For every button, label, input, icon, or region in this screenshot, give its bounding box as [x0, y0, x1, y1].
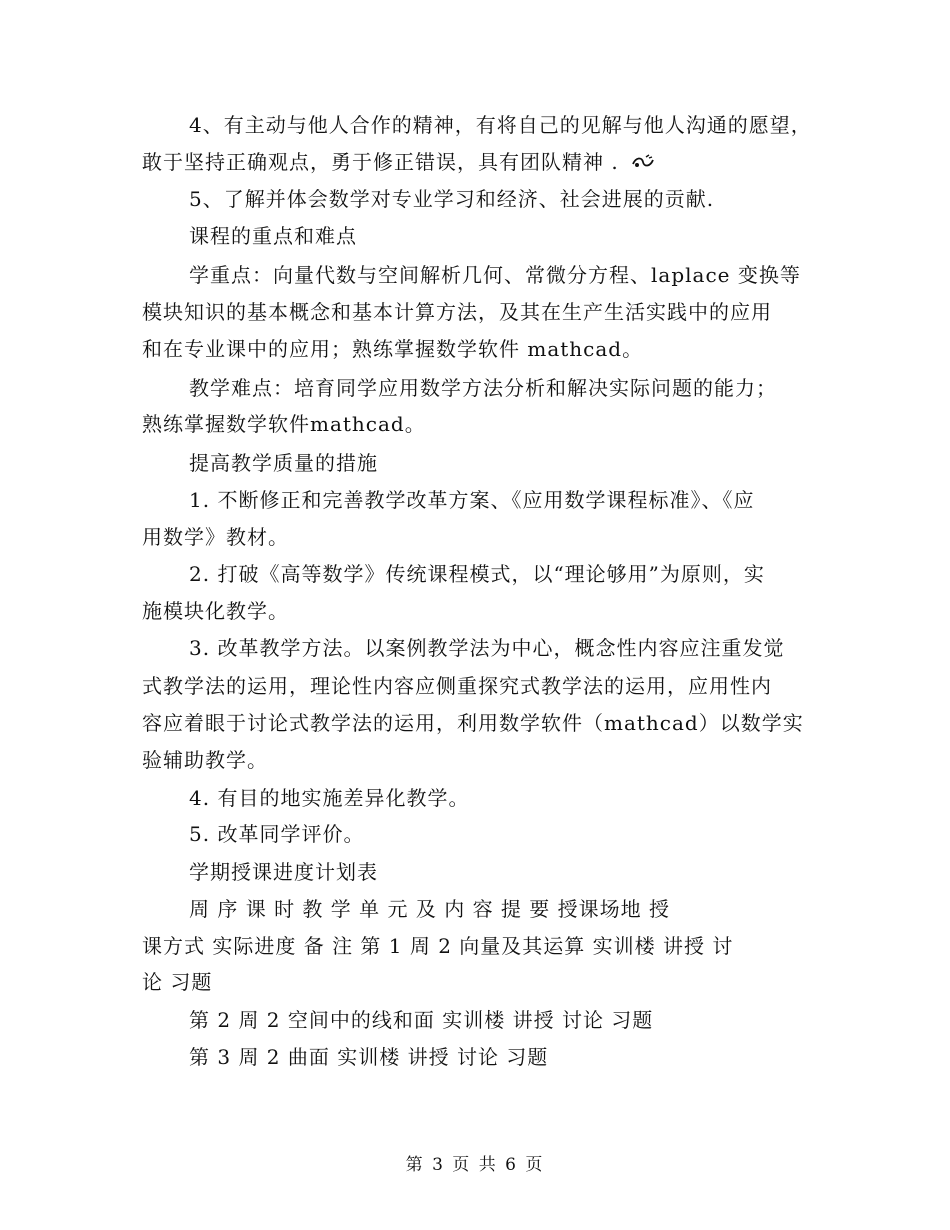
text-line: 3. 改革教学方法。以案例教学法为中心，概念性内容应注重发觉 — [189, 636, 785, 660]
table-line: 第 3 周 2 曲面 实训楼 讲授 讨论 习题 — [189, 1045, 549, 1069]
section-heading: 课程的重点和难点 — [189, 224, 357, 248]
text-line-content: 敢于坚持正确观点，勇于修正错误，具有团队精神 . — [142, 150, 619, 174]
table-line: 课方式 实际进度 备 注 第 1 周 2 向量及其运算 实训楼 讲授 讨 — [142, 934, 734, 958]
table-line: 第 2 周 2 空间中的线和面 实训楼 讲授 讨论 习题 — [189, 1008, 654, 1032]
page-number-footer: 第 3 页 共 6 页 — [405, 1155, 545, 1175]
text-line — [142, 148, 656, 178]
section-heading: 提高教学质量的措施 — [189, 451, 378, 475]
decorative-ornament-icon — [630, 150, 656, 178]
table-header-line: 周 序 课 时 教 学 单 元 及 内 容 提 要 授课场地 授 — [189, 897, 671, 921]
text-line: 施模块化教学。 — [142, 599, 289, 623]
text-line: 学重点：向量代数与空间解析几何、常微分方程、laplace 变换等 — [189, 263, 801, 287]
text-line: 教学难点：培育同学应用数学方法分析和解决实际问题的能力； — [189, 376, 777, 400]
section-heading: 学期授课进度计划表 — [189, 860, 378, 884]
text-line: 2. 打破《高等数学》传统课程模式，以“理论够用”为原则，实 — [189, 562, 765, 586]
text-line: 用数学》教材。 — [142, 525, 289, 549]
text-line: 熟练掌握数学软件mathcad。 — [142, 412, 426, 436]
text-line: 1. 不断修正和完善教学改革方案、《应用数学课程标准》、《应 — [189, 488, 755, 512]
text-line: 和在专业课中的应用；熟练掌握数学软件 mathcad。 — [142, 337, 644, 361]
text-line: 式教学法的运用，理论性内容应侧重探究式教学法的运用，应用性内 — [142, 674, 772, 698]
text-line: 4. 有目的地实施差异化教学。 — [189, 786, 470, 810]
text-line: 5. 改革同学评价。 — [189, 822, 365, 846]
text-line: 容应着眼于讨论式教学法的运用，利用数学软件（mathcad）以数学实 — [142, 711, 804, 735]
text-line: 验辅助教学。 — [142, 748, 268, 772]
text-line: 模块知识的基本概念和基本计算方法，及其在生产生活实践中的应用 — [142, 300, 772, 324]
text-line: 5、了解并体会数学对专业学习和经济、社会进展的贡献. — [189, 187, 715, 211]
table-line: 论 习题 — [142, 970, 213, 994]
text-line: 4、有主动与他人合作的精神，有将自己的见解与他人沟通的愿望， — [189, 113, 812, 137]
